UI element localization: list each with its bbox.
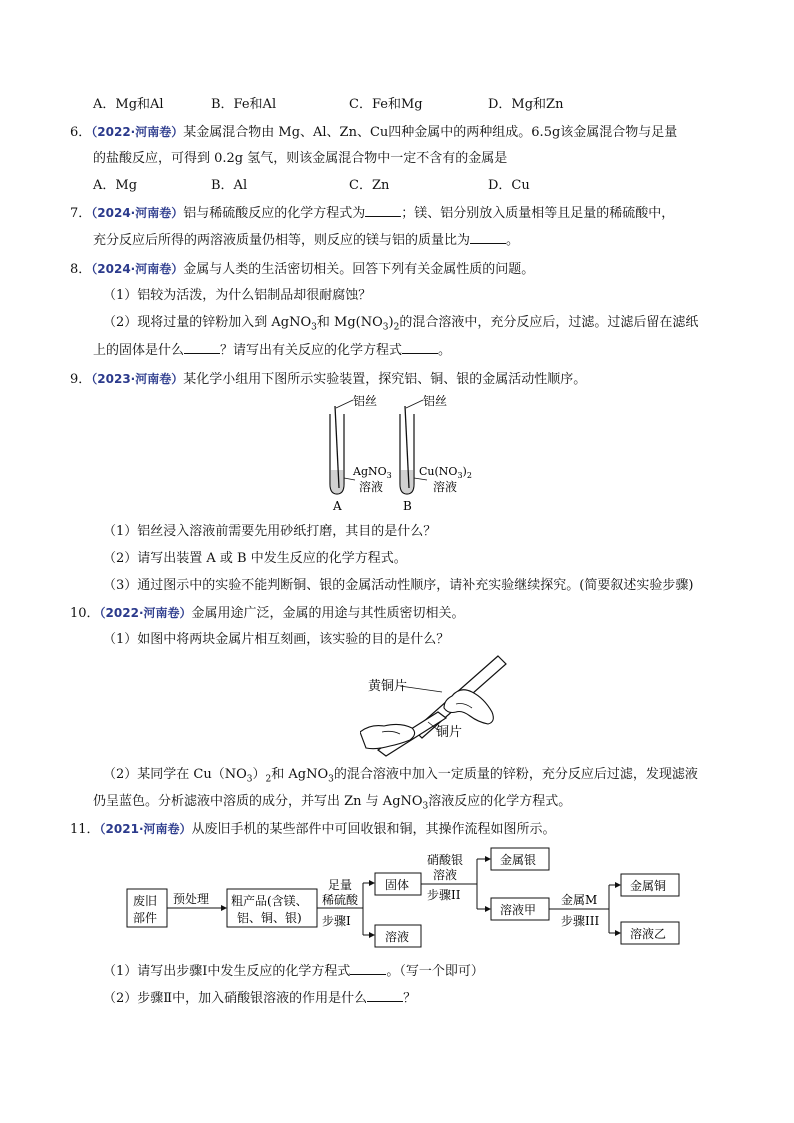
step1-solution-head (369, 932, 375, 938)
q10-sub-2-line-2-text-b: 溶液反应的化学方程式。 (428, 794, 572, 809)
q9-number: 9． (70, 372, 92, 387)
solution-label: 溶液 (385, 930, 410, 944)
solid-label: 固体 (385, 878, 410, 892)
wire-a-leader (336, 400, 353, 408)
tube-a-label: A (333, 499, 342, 513)
q11-text: 从废旧手机的某些部件中可回收银和铜，其操作流程如图所示。 (191, 822, 556, 837)
left-hand (360, 724, 415, 748)
q10-source-tag: （2022·河南卷） (99, 606, 192, 620)
sol-a-formula (352, 465, 392, 480)
metal-m-label: 金属M (561, 893, 598, 907)
q10-sub-3-d: 3 (422, 801, 429, 812)
step1-solid-head (369, 880, 375, 886)
q9-sub-3: （3）通过图示中的实验不能判断铜、银的金属活动性顺序，请补充实验继续探究。(简要叙述实验步骤) (103, 578, 694, 593)
wire-a-label: 铝丝 (353, 394, 378, 408)
q10-sub-2-text-a: （2）某同学在 Cu（NO (103, 767, 247, 782)
step3-label: 步骤III (561, 914, 600, 928)
q5-option-c: C．Fe和Mg (349, 97, 423, 112)
q8-source-tag: （2024·河南卷） (91, 262, 184, 276)
step2-sol-jia-head (485, 906, 491, 912)
q5-option-d: D．Mg和Zn (488, 97, 564, 112)
q7-source-tag: （2024·河南卷） (91, 206, 184, 220)
q8-number: 8． (70, 262, 92, 277)
q11-sub-2-text-a: （2）步骤Ⅱ中，加入硝酸银溶液的作用是什么 (103, 991, 368, 1006)
brass-label: 黄铜片 (368, 679, 408, 694)
step2-silver-head (485, 856, 491, 862)
q8-line-1 (70, 260, 534, 279)
q8-sub-2-c: 2 (393, 322, 400, 333)
q10-sub-3-a: 3 (246, 774, 253, 785)
q9-line-1 (70, 370, 586, 389)
sol-b-label: 溶液 (433, 480, 458, 494)
q7-blank-2[interactable] (470, 231, 506, 244)
acid-label-1: 足量 (328, 878, 353, 892)
q10-sub-3-c: 3 (328, 774, 334, 785)
q10-line-1 (70, 604, 465, 623)
q6-number: 6． (70, 125, 92, 140)
q11-sub-1-text-a: （1）请写出步骤Ⅰ中发生反应的化学方程式 (103, 964, 351, 979)
q10-sub-2-text-d: 的混合溶液中加入一定质量的锌粉，充分反应后过滤，发现滤液 (333, 767, 698, 782)
q11-blank-2[interactable] (367, 989, 403, 1002)
crude-product-label-1: 粗产品(含镁、 (231, 894, 308, 908)
q8-sub-3-a: 3 (311, 322, 317, 333)
q8-sub-2-line-1 (103, 314, 698, 337)
q10-sub-2-text-c: 和 AgNO (271, 767, 329, 782)
acid-label-2: 稀硫酸 (322, 893, 359, 907)
q6-option-b: B．Al (211, 178, 248, 193)
waste-parts-label-2: 部件 (133, 911, 158, 925)
sol-b-formula (419, 465, 472, 480)
q11-sub-1 (103, 962, 484, 981)
step3-copper-head (615, 882, 621, 888)
crude-product-label-2: 铝、铜、银) (237, 911, 302, 925)
sol-a-formula-main: AgNO (353, 465, 387, 478)
q11-number: 11． (70, 822, 100, 837)
q8-sub-2-line-2 (93, 341, 451, 360)
sol-b-leader (414, 478, 427, 480)
q10-sub-2-line-1 (103, 766, 698, 789)
q11-source-tag: （2021·河南卷） (99, 822, 192, 836)
q5-option-a: A．Mg和Al (93, 97, 164, 112)
q11-sub-1-text-b: 。（写一个即可） (386, 964, 484, 979)
pretreat-label: 预处理 (173, 892, 210, 906)
q7-text-2a: 充分反应后所得的两溶液质量仍相等，则反应的镁与铝的质量比为 (93, 233, 471, 248)
copper-label: 铜片 (436, 725, 463, 740)
step2-label: 步骤II (427, 888, 461, 902)
q6-option-a: A．Mg (93, 178, 138, 193)
sol-b-formula-mid: ) (462, 465, 467, 478)
wire-b-label: 铝丝 (423, 394, 448, 408)
sol-yi-label: 溶液乙 (630, 927, 667, 941)
q9-source-tag: （2023·河南卷） (91, 372, 184, 386)
q8-text: 金属与人类的生活密切相关。回答下列有关金属性质的问题。 (183, 262, 535, 277)
q7-text-1b: ；镁、铝分别放入质量相等且足量的稀硫酸中， (401, 206, 675, 221)
q11-flowchart (125, 845, 715, 953)
sol-b-formula-sub-1: 3 (457, 471, 463, 480)
sol-b-formula-main: Cu(NO (419, 465, 458, 478)
q8-sub-2-text-d: 的混合溶液中，充分反应后，过滤。过滤后留在滤纸 (399, 315, 699, 330)
step1-label: 步骤I (322, 914, 351, 928)
q7-line-1 (70, 204, 674, 223)
arrow-pretreat-head (221, 905, 227, 911)
q7-text-2b: 。 (506, 233, 520, 248)
q5-option-b: B．Fe和Al (211, 97, 277, 112)
q9-sub-2: （2）请写出装置 A 或 B 中发生反应的化学方程式。 (103, 551, 407, 566)
tube-b-label: B (403, 499, 412, 513)
q8-blank-1[interactable] (184, 341, 220, 354)
silver-label: 金属银 (500, 853, 537, 867)
q6-text-2: 的盐酸反应，可得到 0.2g 氢气，则该金属混合物中一定不含有的金属是 (93, 151, 508, 166)
q8-sub-2-text-a: （2）现将过量的锌粉加入到 AgNO (103, 315, 312, 330)
sol-jia-label: 溶液甲 (500, 903, 537, 917)
step3-sol-yi-head (615, 930, 621, 936)
sol-b-formula-sub-2: 2 (466, 471, 472, 480)
agno3-label-2: 溶液 (433, 868, 458, 882)
q7-line-2 (93, 231, 519, 250)
q10-sub-1: （1）如图中将两块金属片相互刻画，该实验的目的是什么？ (103, 632, 450, 647)
q10-number: 10． (70, 606, 100, 621)
q11-line-1 (70, 820, 556, 839)
q10-scratch-figure (360, 652, 510, 757)
q7-text-1a: 铝与稀硫酸反应的化学方程式为 (183, 206, 366, 221)
sol-a-leader (344, 478, 355, 480)
q10-sub-2-text-b: ） (252, 767, 266, 782)
q8-sub-2-line-2-text-c: 。 (438, 343, 452, 358)
q9-test-tube-figure (315, 392, 485, 514)
q10-sub-2-b: 2 (265, 774, 272, 785)
q8-sub-2-text-b: 和 Mg(NO (316, 315, 383, 330)
sol-a-formula-sub: 3 (386, 471, 392, 480)
copper-label: 金属铜 (630, 879, 667, 893)
q6-line-1 (70, 123, 677, 142)
q8-sub-1: （1）铝较为活泼，为什么铝制品却很耐腐蚀？ (103, 288, 372, 303)
q8-sub-3-b: 3 (382, 322, 389, 333)
q9-sub-1: （1）铝丝浸入溶液前需要先用砂纸打磨，其目的是什么？ (103, 524, 437, 539)
q11-sub-2-text-b: ？ (403, 991, 417, 1006)
q9-text: 某化学小组用下图所示实验装置，探究铝、铜、银的金属活动性顺序。 (183, 372, 587, 387)
q11-sub-2 (103, 989, 416, 1008)
q7-number: 7． (70, 206, 92, 221)
agno3-label-1: 硝酸银 (427, 853, 464, 867)
sol-a-label: 溶液 (359, 480, 384, 494)
q10-sub-2-line-2 (93, 793, 571, 816)
q11-blank-1[interactable] (350, 962, 386, 975)
q6-option-c: C．Zn (349, 178, 390, 193)
q6-option-d: D．Cu (488, 178, 530, 193)
q6-text-1: 某金属混合物由 Mg、Al、Zn、Cu四种金属中的两种组成。6.5g该金属混合物与足量 (183, 125, 678, 140)
q8-sub-2-line-2-text-a: 上的固体是什么 (93, 343, 185, 358)
wire-b-leader (406, 400, 423, 408)
q10-sub-2-line-2-text-a: 仍呈蓝色。分析滤液中溶质的成分，并写出 Zn 与 AgNO (93, 794, 423, 809)
q8-blank-2[interactable] (402, 341, 438, 354)
q7-blank-1[interactable] (365, 204, 401, 217)
q6-source-tag: （2022·河南卷） (91, 125, 184, 139)
waste-parts-label-1: 废旧 (133, 894, 158, 908)
tube-b-liquid (401, 470, 414, 484)
q8-sub-2-text-c: ) (388, 315, 394, 330)
q8-sub-2-line-2-text-b: ？请写出有关反应的化学方程式 (220, 343, 403, 358)
tube-a-liquid (331, 470, 344, 484)
right-hand (444, 690, 493, 724)
q10-text: 金属用途广泛，金属的用途与其性质密切相关。 (191, 606, 465, 621)
